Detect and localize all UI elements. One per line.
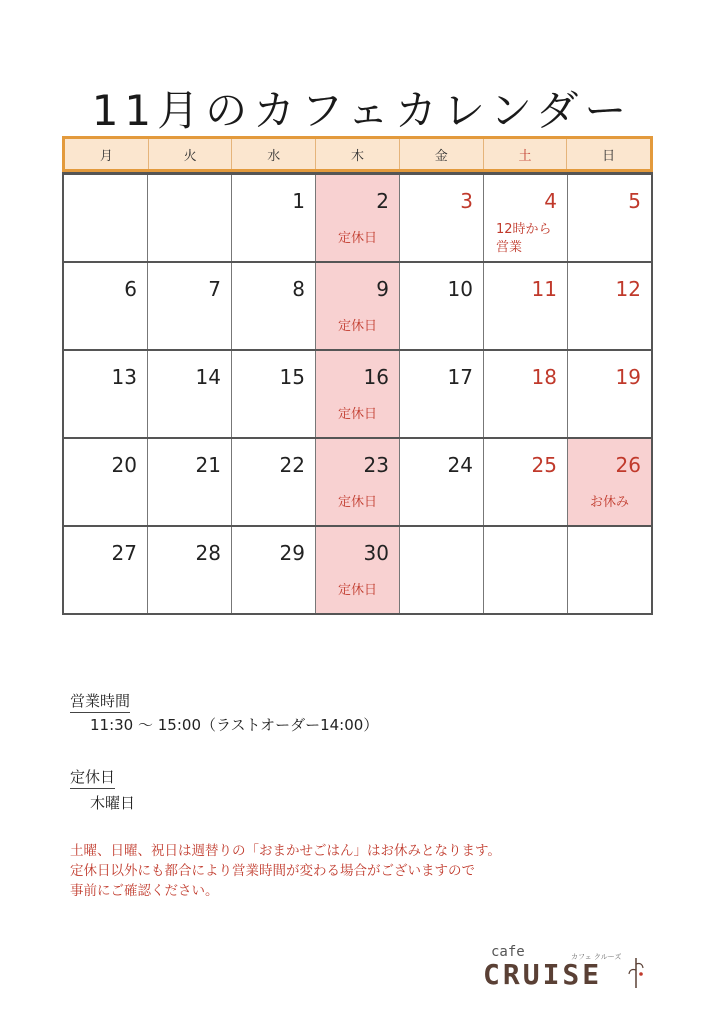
weekday-header (62, 136, 653, 172)
day-number: 20 (111, 453, 137, 477)
closed-label: 定休日 (70, 766, 115, 789)
day-number: 10 (447, 277, 473, 301)
day-number: 25 (531, 453, 557, 477)
calendar (62, 136, 653, 615)
day-note: 定休日 (337, 495, 377, 510)
day-number: 12 (615, 277, 641, 301)
day-number: 26 (615, 453, 641, 477)
hours-value: 11:30 〜 15:00（ラストオーダー14:00） (90, 716, 379, 734)
calendar-day (64, 175, 147, 261)
calendar-week (64, 525, 651, 613)
calendar-day (64, 351, 147, 437)
leaf-icon (627, 956, 645, 990)
calendar-day (399, 263, 483, 349)
calendar-day (567, 439, 651, 525)
day-note: お休み (589, 495, 629, 510)
calendar-day (64, 439, 147, 525)
calendar-day (231, 351, 315, 437)
notice-line: 土曜、日曜、祝日は週替りの「おまかせごはん」はお休みとなります。 (70, 843, 501, 859)
weekday-label: 月 (99, 148, 113, 164)
calendar-day (399, 351, 483, 437)
day-number: 4 (544, 189, 557, 213)
day-note: 定休日 (337, 231, 377, 246)
day-number: 13 (111, 365, 137, 389)
cafe-logo (483, 944, 653, 994)
calendar-day (567, 175, 651, 261)
calendar-day (315, 263, 399, 349)
calendar-day (483, 527, 567, 613)
calendar-day (315, 527, 399, 613)
calendar-day (147, 263, 231, 349)
calendar-day (483, 175, 567, 261)
day-number: 19 (615, 365, 641, 389)
notice (70, 841, 670, 901)
day-number: 1 (292, 189, 305, 213)
calendar-week (64, 172, 651, 261)
weekday-label: 水 (231, 139, 315, 169)
hours-label: 営業時間 (70, 690, 130, 713)
closed-value: 木曜日 (90, 794, 136, 812)
calendar-day (231, 263, 315, 349)
day-note: 定休日 (337, 407, 377, 422)
day-number: 9 (376, 277, 389, 301)
weekday-label: 火 (148, 139, 232, 169)
calendar-day (315, 439, 399, 525)
day-note: 定休日 (337, 319, 377, 334)
calendar-day (64, 527, 147, 613)
calendar-day (399, 527, 483, 613)
calendar-day (147, 351, 231, 437)
calendar-day (483, 351, 567, 437)
day-number: 28 (195, 541, 221, 565)
day-number: 16 (363, 365, 389, 389)
day-number: 15 (279, 365, 305, 389)
logo-cafe-text: cafe (491, 944, 525, 960)
day-number: 6 (124, 277, 137, 301)
day-number: 27 (111, 541, 137, 565)
calendar-day (147, 527, 231, 613)
day-number: 21 (195, 453, 221, 477)
calendar-week (64, 261, 651, 349)
weekday-label: 金 (399, 139, 483, 169)
day-number: 18 (531, 365, 557, 389)
calendar-week (64, 437, 651, 525)
day-number: 2 (376, 189, 389, 213)
calendar-day (483, 439, 567, 525)
calendar-week (64, 349, 651, 437)
calendar-day (567, 351, 651, 437)
day-number: 23 (363, 453, 389, 477)
calendar-day (147, 439, 231, 525)
notice-line: 事前にご確認ください。 (70, 883, 219, 899)
day-number: 3 (460, 189, 473, 213)
weekday-label: 土 (483, 139, 567, 169)
day-number: 5 (628, 189, 641, 213)
weekday-label: 木 (315, 139, 399, 169)
day-number: 14 (195, 365, 221, 389)
logo-kana-text: カフェ クルーズ (571, 953, 622, 961)
day-note: 12時から営業 (496, 222, 552, 255)
day-number: 8 (292, 277, 305, 301)
day-number: 29 (279, 541, 305, 565)
page-title: 11月のカフェカレンダー (91, 86, 633, 135)
calendar-day (399, 439, 483, 525)
notice-line: 定休日以外にも都合により営業時間が変わる場合がございますので (70, 863, 475, 879)
logo-name-text: CRUISE (483, 958, 603, 991)
day-number: 11 (531, 277, 557, 301)
calendar-day (567, 527, 651, 613)
calendar-day (483, 263, 567, 349)
calendar-grid (62, 172, 653, 615)
calendar-day (315, 175, 399, 261)
day-number: 24 (447, 453, 473, 477)
calendar-day (231, 175, 315, 261)
day-number: 17 (447, 365, 473, 389)
day-number: 7 (208, 277, 221, 301)
calendar-day (231, 439, 315, 525)
calendar-day (567, 263, 651, 349)
calendar-day (399, 175, 483, 261)
day-note: 定休日 (337, 583, 377, 598)
calendar-day (231, 527, 315, 613)
day-number: 30 (363, 541, 389, 565)
day-number: 22 (279, 453, 305, 477)
calendar-day (147, 175, 231, 261)
calendar-day (315, 351, 399, 437)
calendar-day (64, 263, 147, 349)
weekday-label: 日 (566, 139, 650, 169)
